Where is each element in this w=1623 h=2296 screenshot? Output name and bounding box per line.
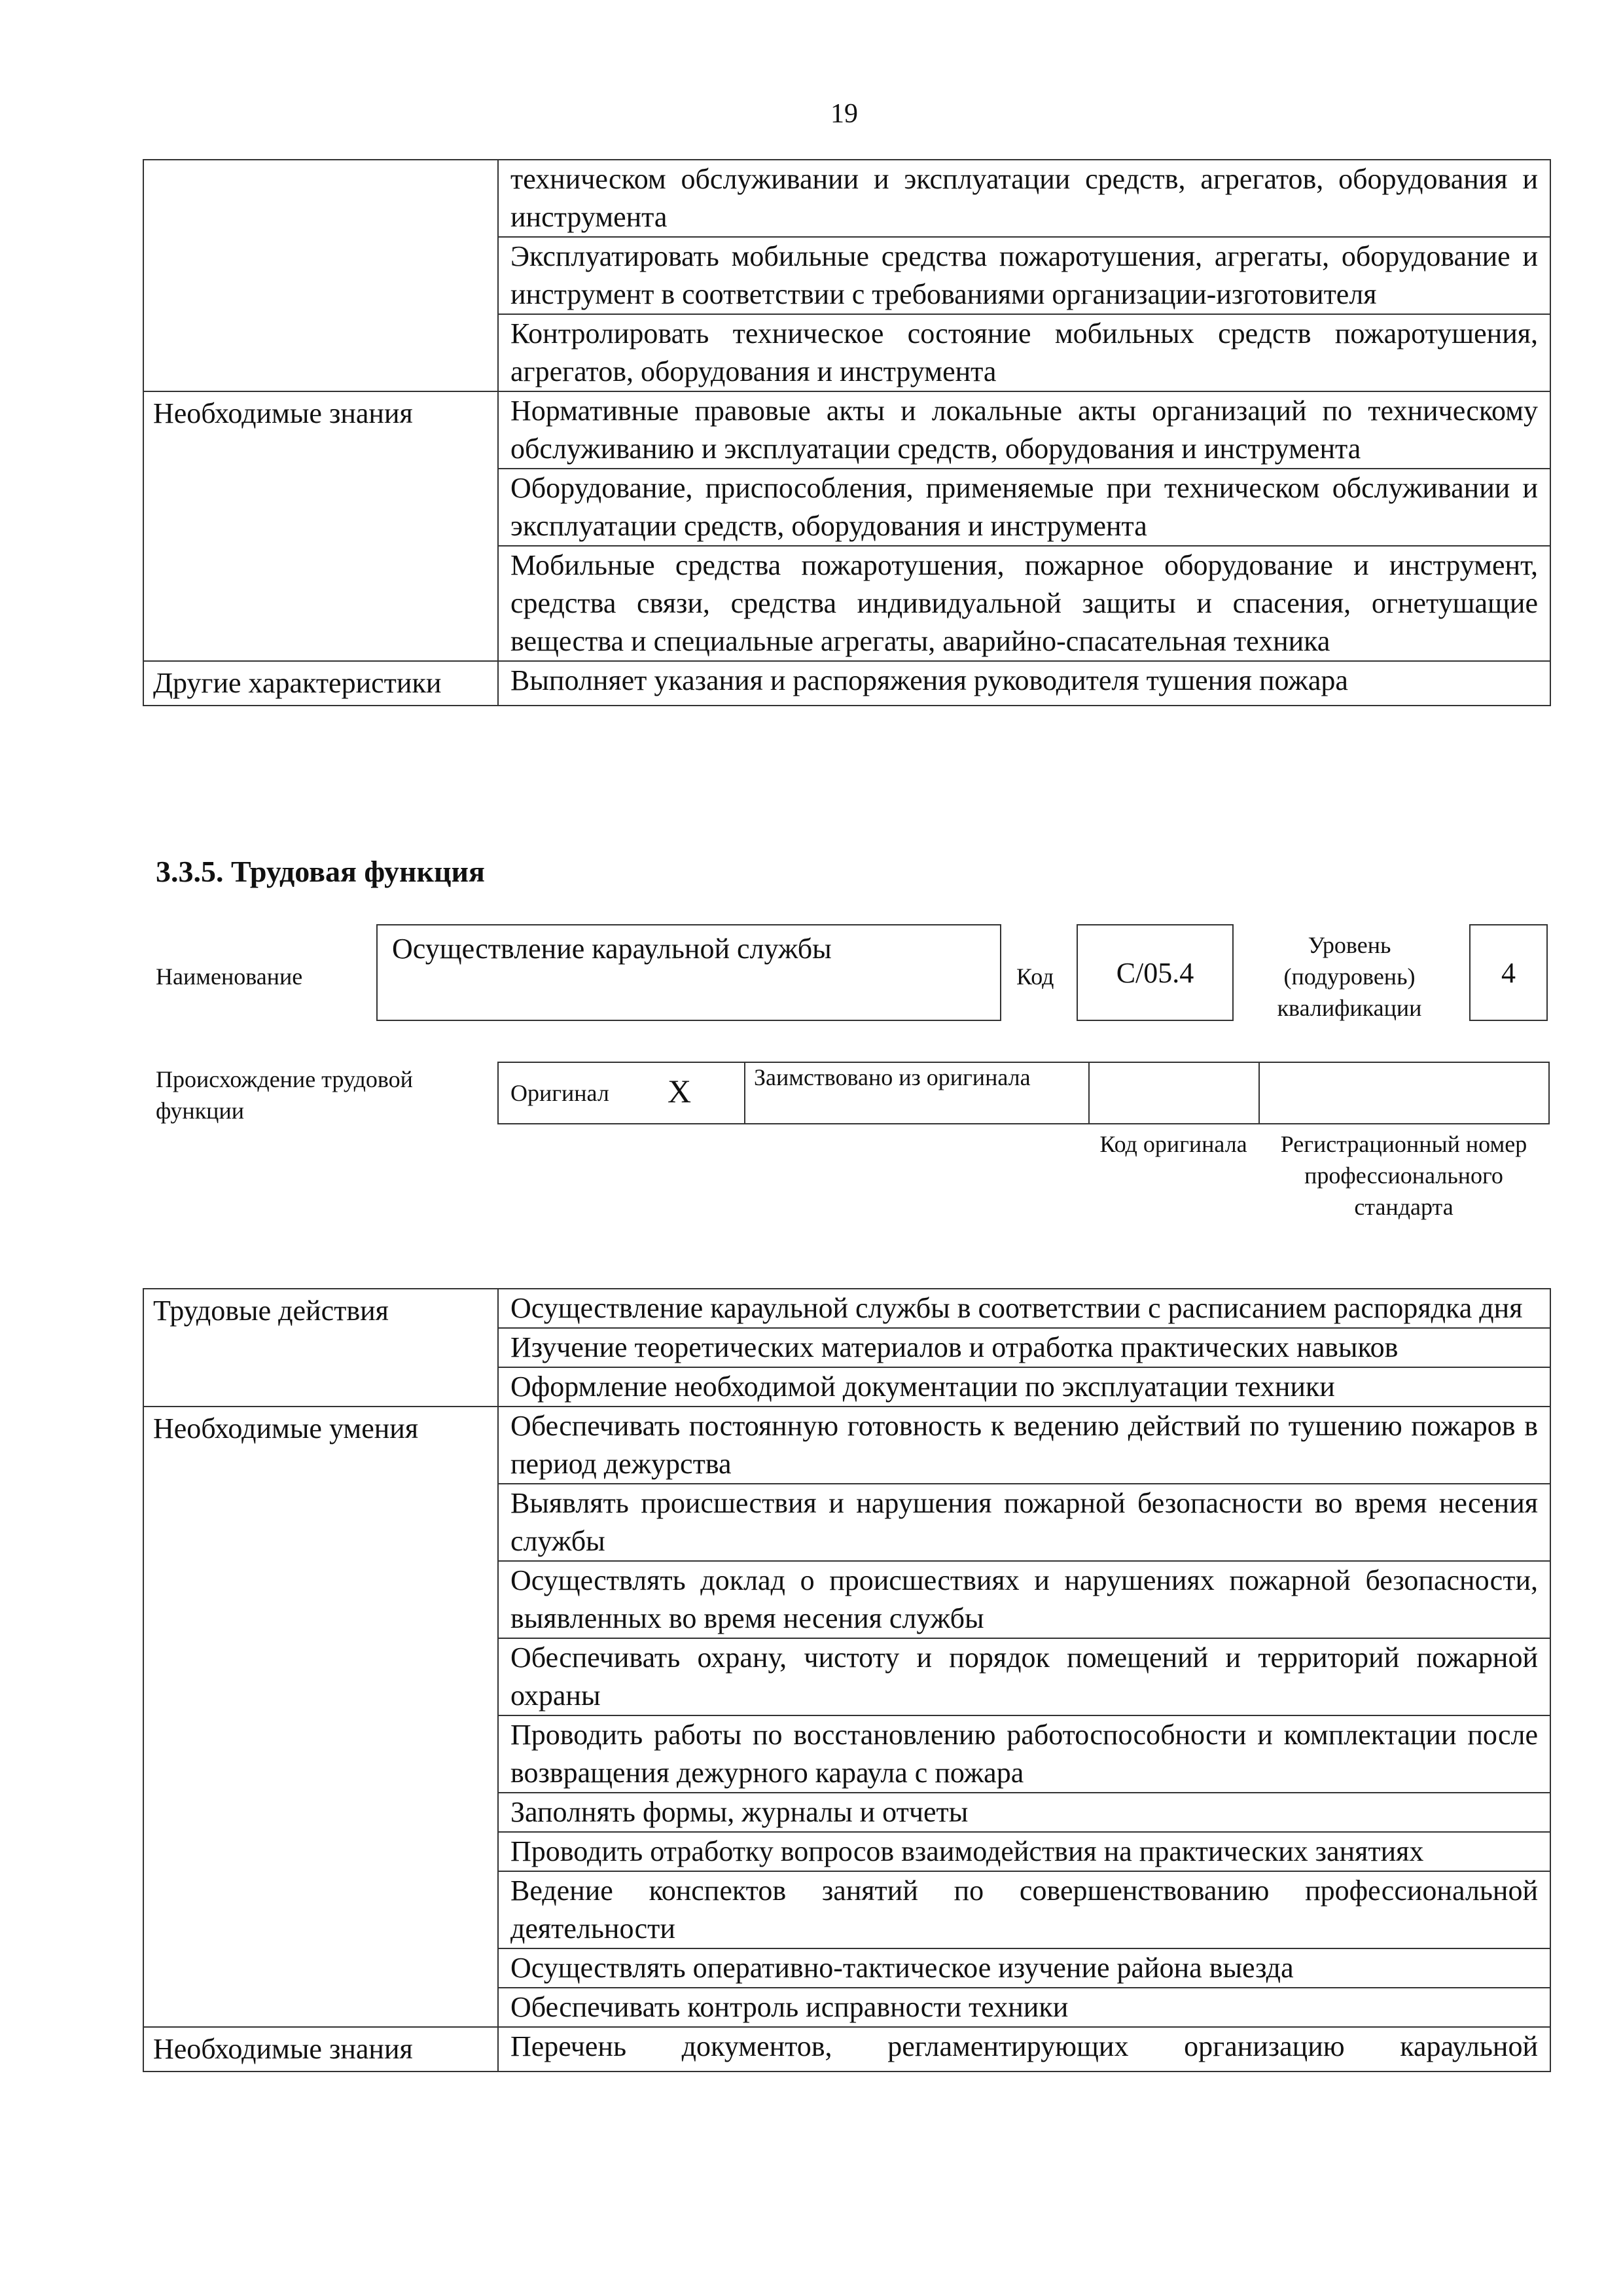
requirement-item: техническом обслуживании и эксплуатации средств, агрегатов, оборудования и инструмента: [498, 160, 1550, 237]
requirement-item: Выявлять происшествия и нарушения пожарной безопасности во время несения службы: [498, 1484, 1550, 1561]
requirement-item: Оформление необходимой документации по эксплуатации техники: [498, 1367, 1550, 1407]
name-label: Наименование: [156, 963, 303, 990]
requirement-item: Проводить работы по восстановлению работоспособности и комплектации после возвращения дежурного караула с пожара: [498, 1715, 1550, 1793]
row-label: [143, 160, 498, 391]
requirement-item: Обеспечивать охрану, чистоту и порядок помещений и территорий пожарной охраны: [498, 1638, 1550, 1715]
requirement-item: Эксплуатировать мобильные средства пожаротушения, агрегаты, оборудование и инструмент в соответствии с требованиями организации-изготовителя: [498, 237, 1550, 314]
original-mark: X: [668, 1073, 692, 1109]
function-details-table: [143, 1288, 1551, 2072]
requirement-item: Проводить отработку вопросов взаимодействия на практических занятиях: [498, 1832, 1550, 1871]
code-value-box: C/05.4: [1077, 924, 1234, 1021]
requirement-item: Заполнять формы, журналы и отчеты: [498, 1793, 1550, 1832]
requirement-item: Оборудование, приспособления, применяемые при техническом обслуживании и эксплуатации средств, оборудования и инструмента: [498, 469, 1550, 546]
row-label-actions: Трудовые действия: [143, 1289, 498, 1407]
origin-label: Происхождение трудовой функции: [156, 1066, 413, 1124]
code-label: Код: [1016, 963, 1054, 990]
requirement-item: Контролировать техническое состояние мобильных средств пожаротушения, агрегатов, оборудования и инструмента: [498, 314, 1550, 391]
requirement-item: Осуществлять оперативно-тактическое изучение района выезда: [498, 1948, 1550, 1988]
requirement-item: Осуществление караульной службы в соответствии с расписанием распорядка дня: [498, 1289, 1550, 1328]
requirements-table-continued: [143, 159, 1551, 706]
level-value-box: 4: [1469, 924, 1548, 1021]
original-label: Оригинал: [510, 1080, 609, 1106]
section-title: 3.3.5. Трудовая функция: [156, 855, 485, 888]
row-label-knowledge: Необходимые знания: [143, 391, 498, 661]
requirement-item: Нормативные правовые акты и локальные акты организаций по техническому обслуживанию и эксплуатации средств, оборудования и инструмента: [498, 391, 1550, 469]
level-label: Уровень (подуровень) квалификации: [1277, 932, 1422, 1021]
requirement-item: Ведение конспектов занятий по совершенствованию профессиональной деятельности: [498, 1871, 1550, 1948]
row-label-skills: Необходимые умения: [143, 1407, 498, 2027]
requirement-item: Изучение теоретических материалов и отработка практических навыков: [498, 1328, 1550, 1367]
function-name-box: Осуществление караульной службы: [376, 924, 1001, 1021]
page-number: 19: [830, 99, 858, 129]
requirement-item: Обеспечивать постоянную готовность к ведению действий по тушению пожаров в период дежурства: [498, 1407, 1550, 1484]
row-label-knowledge: Необходимые знания: [143, 2027, 498, 2072]
code-caption: Код оригинала: [1099, 1131, 1247, 1157]
requirement-item: Мобильные средства пожаротушения, пожарное оборудование и инструмент, средства связи, средства индивидуальной защиты и спасения, огнетушащие вещества и специальные агрегаты, аварийно-спасательная техника: [498, 546, 1550, 661]
requirement-item: Обеспечивать контроль исправности техники: [498, 1988, 1550, 2027]
reg-number-caption: Регистрационный номер профессионального стандарта: [1280, 1131, 1527, 1220]
requirement-item: Перечень документов, регламентирующих организацию караульной: [498, 2027, 1550, 2072]
borrowed-label: Заимствовано из оригинала: [754, 1064, 1031, 1090]
requirement-item: Осуществлять доклад о происшествиях и нарушениях пожарной безопасности, выявленных во время несения службы: [498, 1561, 1550, 1638]
row-label-other: Другие характеристики: [143, 661, 498, 706]
requirement-item: Выполняет указания и распоряжения руководителя тушения пожара: [498, 661, 1550, 706]
